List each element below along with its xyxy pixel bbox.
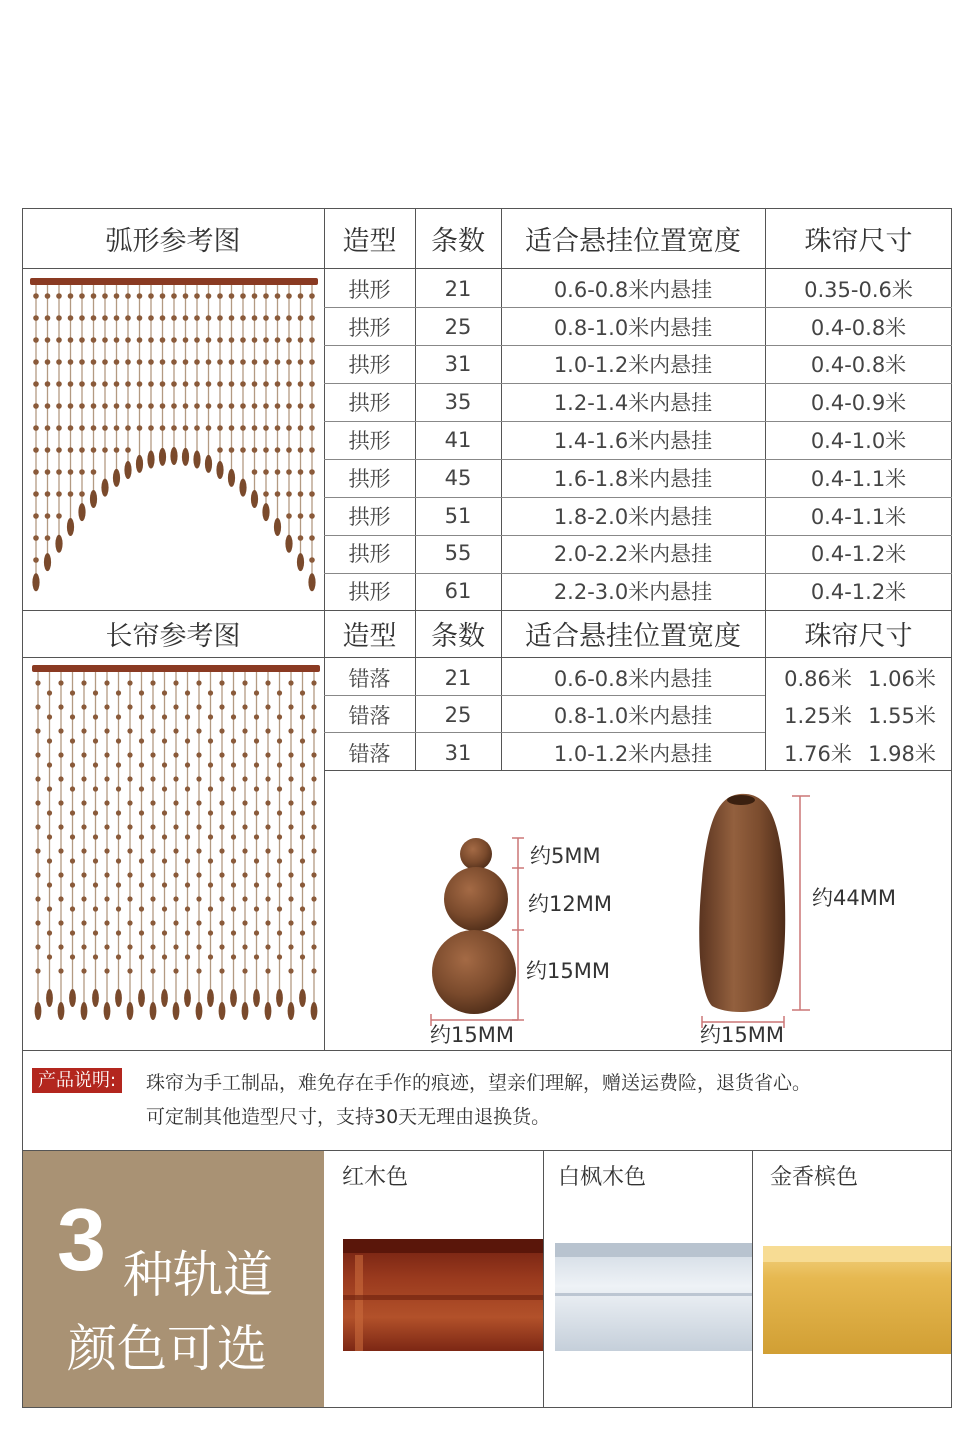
row-count: 35 (444, 390, 472, 415)
rail-option-label: 白枫木色 (558, 1165, 647, 1190)
row-count: 31 (444, 352, 472, 377)
row-shape: 拱形 (348, 429, 391, 454)
header-shape: 造型 (342, 621, 397, 652)
size-value: 1.55米 (868, 704, 936, 729)
rail-count: 3 (57, 1190, 106, 1289)
row-width: 1.2-1.4米内悬挂 (553, 391, 713, 416)
row-size: 0.4-0.8米 (810, 315, 907, 340)
rail-color-promo-panel (23, 1151, 324, 1407)
row-width: 1.4-1.6米内悬挂 (553, 429, 713, 454)
row-shape: 拱形 (348, 277, 391, 302)
row-size: 0.4-1.2米 (810, 542, 907, 567)
product-note-line2: 可定制其他造型尺寸，支持30天无理由退换货。 (146, 1106, 551, 1128)
grid-line (752, 1150, 753, 1408)
size-value: 0.86米 (784, 666, 852, 691)
header-size: 珠帘尺寸 (804, 225, 913, 257)
row-shape: 拱形 (348, 315, 391, 340)
row-count: 25 (444, 703, 472, 728)
drop-bead (699, 794, 785, 1012)
row-shape: 拱形 (348, 353, 391, 378)
row-width: 1.0-1.2米内悬挂 (553, 741, 713, 766)
row-count: 55 (444, 541, 472, 566)
grid-line (543, 1150, 544, 1408)
row-size: 0.4-1.1米 (810, 466, 907, 491)
header-width: 适合悬挂位置宽度 (525, 621, 741, 652)
header-width: 适合悬挂位置宽度 (525, 225, 741, 257)
product-note-badge: 产品说明: (32, 1068, 122, 1093)
row-count: 25 (444, 314, 472, 339)
bead-width-left: 约15MM (430, 1023, 514, 1047)
arc-reference-title: 弧形参考图 (105, 225, 241, 257)
row-count: 45 (444, 465, 472, 490)
size-value: 1.98米 (868, 741, 936, 766)
rail-option-label: 金香槟色 (770, 1165, 859, 1190)
long-reference-title: 长帘参考图 (105, 621, 241, 652)
drop-bead-width: 约15MM (700, 1023, 784, 1047)
rail-promo-line2: 颜色可选 (67, 1320, 267, 1378)
row-width: 1.6-1.8米内悬挂 (553, 466, 713, 491)
header-size: 珠帘尺寸 (804, 621, 913, 652)
size-value: 1.25米 (784, 704, 852, 729)
product-note-label (32, 1066, 122, 1092)
row-shape: 拱形 (348, 391, 391, 416)
row-size: 0.4-1.2米 (810, 580, 907, 605)
row-count: 31 (444, 740, 472, 765)
row-size: 0.4-1.1米 (810, 504, 907, 529)
row-shape: 拱形 (348, 466, 391, 491)
rosewood-rail-swatch (343, 1235, 543, 1355)
gold-champagne-rail-swatch (763, 1240, 951, 1355)
large-bead (432, 930, 516, 1014)
row-shape: 拱形 (348, 542, 391, 567)
header-count: 条数 (431, 225, 485, 257)
row-width: 2.2-3.0米内悬挂 (553, 580, 713, 605)
grid-line (22, 1050, 952, 1051)
drop-bead-height: 约44MM (812, 886, 896, 910)
row-count: 21 (444, 276, 472, 301)
row-shape: 拱形 (348, 580, 391, 605)
small-bead (460, 838, 492, 870)
row-width: 0.8-1.0米内悬挂 (553, 704, 713, 729)
row-width: 0.8-1.0米内悬挂 (553, 315, 713, 340)
row-width: 2.0-2.2米内悬挂 (553, 542, 713, 567)
medium-bead-size: 约12MM (528, 892, 612, 916)
row-count: 51 (444, 503, 472, 528)
row-width: 0.6-0.8米内悬挂 (553, 666, 713, 691)
arc-curtain-illustration (22, 268, 324, 610)
medium-bead (444, 867, 508, 931)
rail-promo-line1: 种轨道 (123, 1246, 273, 1304)
large-bead-size: 约15MM (526, 959, 610, 983)
header-shape: 造型 (342, 225, 397, 257)
header-count: 条数 (431, 621, 485, 652)
row-count: 21 (444, 665, 472, 690)
row-size: 0.35-0.6米 (804, 277, 913, 302)
row-shape: 错落 (348, 741, 391, 766)
row-count: 61 (444, 579, 472, 604)
size-value: 1.76米 (784, 741, 852, 766)
row-size: 0.4-0.8米 (810, 353, 907, 378)
rail-option-label: 红木色 (342, 1165, 409, 1190)
white-maple-rail-swatch (555, 1235, 752, 1355)
row-size: 0.4-1.0米 (810, 429, 907, 454)
row-shape: 拱形 (348, 504, 391, 529)
row-width: 1.8-2.0米内悬挂 (553, 504, 713, 529)
long-curtain-illustration (22, 657, 324, 1050)
row-width: 1.0-1.2米内悬挂 (553, 353, 713, 378)
size-value: 1.06米 (868, 666, 936, 691)
row-width: 0.6-0.8米内悬挂 (553, 277, 713, 302)
row-count: 41 (444, 428, 472, 453)
small-bead-size: 约5MM (530, 844, 601, 868)
row-shape: 错落 (348, 704, 391, 729)
product-note-line1: 珠帘为手工制品，难免存在手作的痕迹，望亲们理解，赠送运费险，退货省心。 (146, 1072, 812, 1094)
row-shape: 错落 (348, 666, 391, 691)
row-size: 0.4-0.9米 (810, 391, 907, 416)
